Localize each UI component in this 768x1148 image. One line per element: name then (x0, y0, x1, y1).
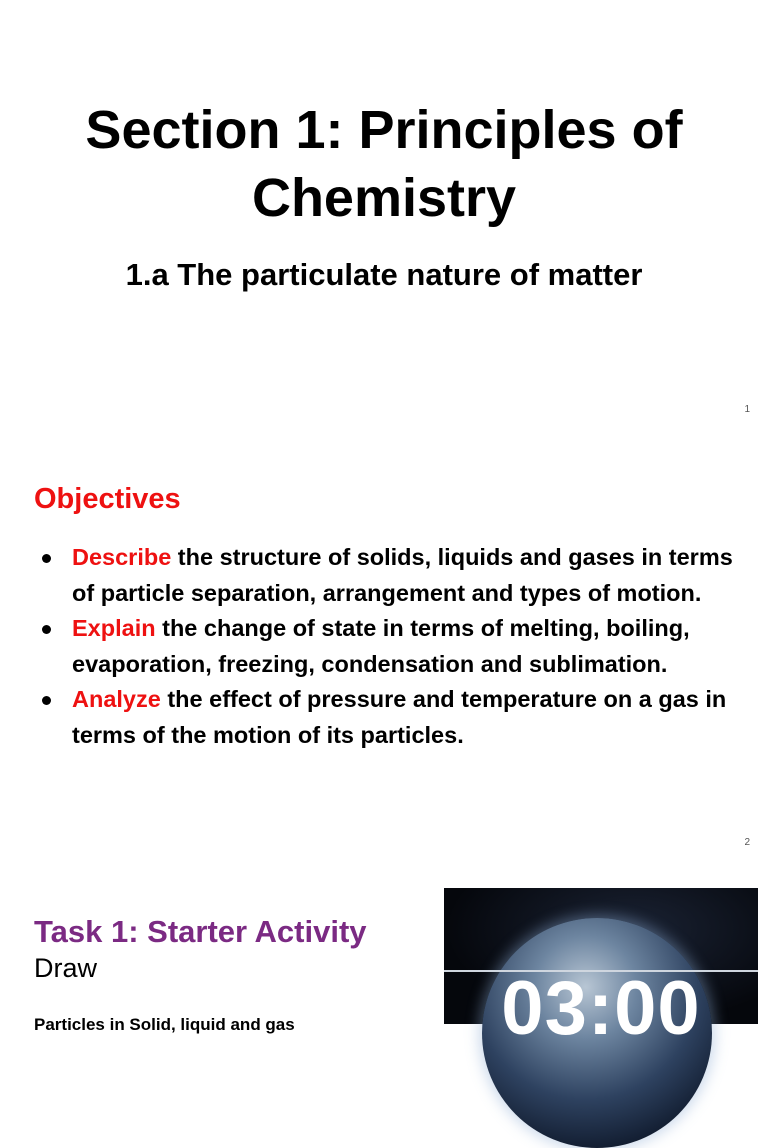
list-item (34, 682, 734, 753)
objective-verb: Explain (72, 615, 156, 641)
task-heading: Task 1: Starter Activity (34, 914, 367, 949)
objectives-heading: Objectives (34, 483, 181, 515)
objective-text: the change of state in terms of melting, boiling, evaporation, freezing, condensation and sublimation. (72, 615, 690, 677)
slide-task (0, 864, 768, 1051)
bullet-icon (42, 625, 51, 634)
objective-verb: Describe (72, 544, 172, 570)
page-subtitle: 1.a The particulate nature of matter (125, 257, 643, 292)
page-number: 1 (744, 404, 750, 415)
page-title: Section 1: Principles of Chemistry (85, 100, 683, 228)
objective-verb: Analyze (72, 686, 161, 712)
bullet-icon (42, 696, 51, 705)
bullet-icon (42, 554, 51, 563)
task-instruction: Draw (34, 953, 98, 983)
list-item (34, 540, 734, 611)
slide-objectives (0, 432, 768, 864)
timer-digits: 03:00 (501, 966, 701, 1051)
objective-text: the structure of solids, liquids and gases in terms of particle separation, arrangement and types of motion. (72, 544, 733, 606)
countdown-timer-image (444, 888, 758, 1051)
list-item (34, 611, 734, 682)
page-number: 2 (744, 837, 750, 848)
slide-title (0, 0, 768, 432)
task-note: Particles in Solid, liquid and gas (34, 1015, 295, 1034)
objectives-list (34, 540, 734, 753)
objective-text: the effect of pressure and temperature on a gas in terms of the motion of its particles. (72, 686, 727, 748)
